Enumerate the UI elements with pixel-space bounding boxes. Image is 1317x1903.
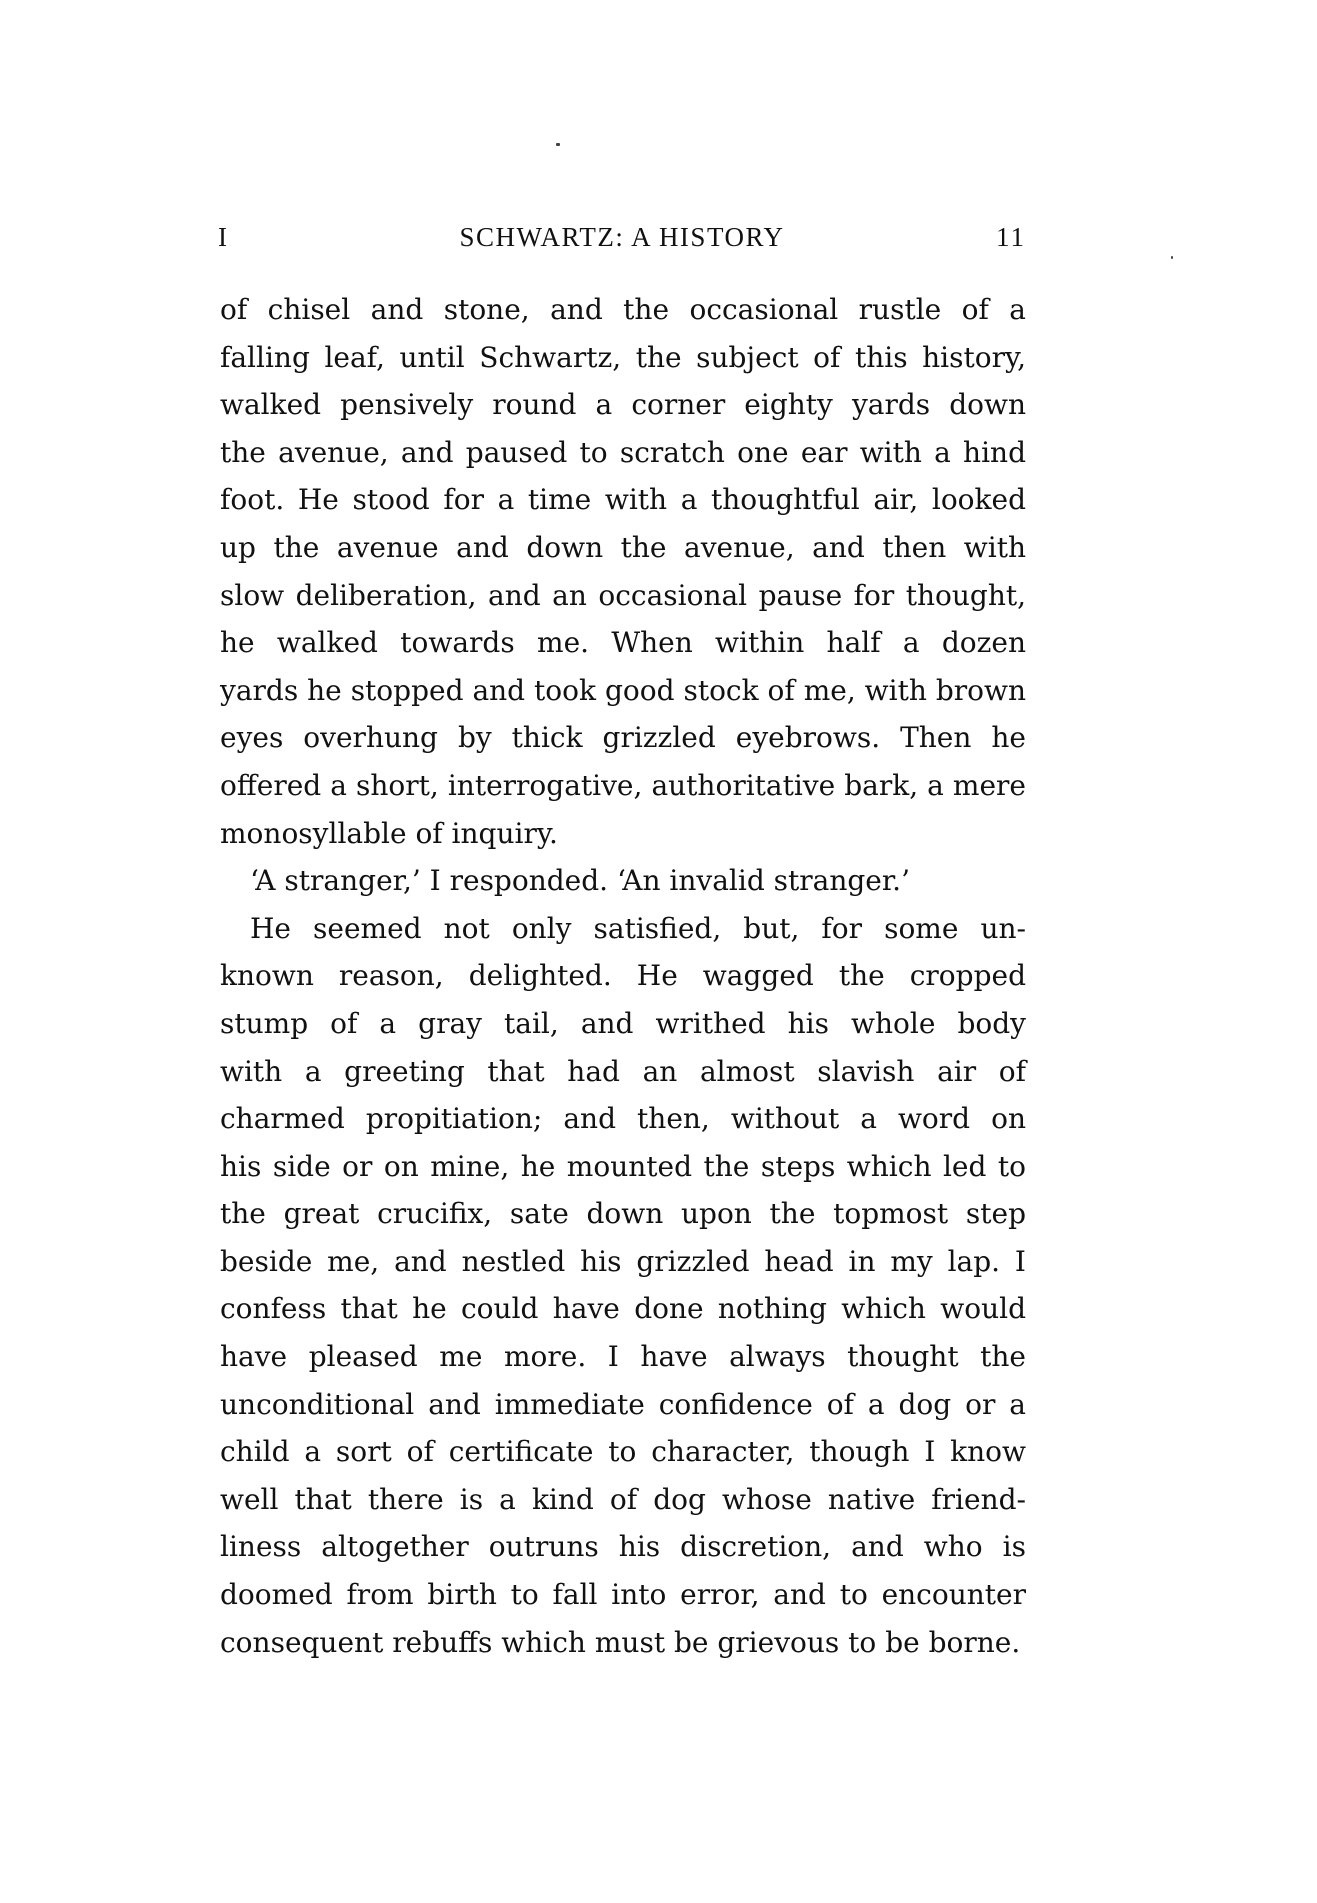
text-line: child a sort of certificate to character, though I know xyxy=(220,1435,1026,1469)
text-line: his side or on mine, he mounted the steps which led to xyxy=(220,1149,1026,1183)
text-line: charmed propitiation; and then, without a word on xyxy=(220,1102,1026,1136)
text-line: the great crucifix, sate down upon the topmost step xyxy=(220,1197,1026,1231)
text-line: falling leaf, until Schwartz, the subject of this history, xyxy=(220,340,1026,374)
text-line: eyes overhung by thick grizzled eyebrows. Then he xyxy=(220,721,1026,755)
text-line: well that there is a kind of dog whose native friend- xyxy=(220,1482,1026,1516)
text-line: doomed from birth to fall into error, and to encounter xyxy=(220,1578,1026,1612)
running-header xyxy=(218,222,1026,256)
print-speck xyxy=(1171,256,1173,259)
text-line: confess that he could have done nothing which would xyxy=(220,1292,1026,1326)
chapter-number: I xyxy=(218,222,228,252)
running-title: SCHWARTZ: A HISTORY xyxy=(459,222,785,252)
body-text xyxy=(220,286,1026,1666)
text-line: yards he stopped and took good stock of me, with brown xyxy=(220,673,1026,707)
text-line: with a greeting that had an almost slavish air of xyxy=(220,1054,1026,1088)
text-line: foot. He stood for a time with a thoughtful air, looked xyxy=(220,483,1026,517)
text-line: ‘A stranger,’ I responded. ‘An invalid stranger.’ xyxy=(250,864,910,898)
text-line: walked pensively round a corner eighty yards down xyxy=(220,388,1026,422)
text-line: consequent rebuffs which must be grievous to be borne. xyxy=(220,1625,1021,1659)
text-line: stump of a gray tail, and writhed his whole body xyxy=(220,1006,1026,1040)
text-line: slow deliberation, and an occasional pause for thought, xyxy=(220,578,1026,612)
text-line: He seemed not only satisfied, but, for some un- xyxy=(250,911,1026,945)
text-line: monosyllable of inquiry. xyxy=(220,816,558,850)
page-number: 11 xyxy=(996,222,1026,252)
text-line: up the avenue and down the avenue, and then with xyxy=(220,530,1026,564)
text-line: liness altogether outruns his discretion, and who is xyxy=(220,1530,1026,1564)
print-speck xyxy=(556,143,560,146)
text-line: he walked towards me. When within half a dozen xyxy=(220,626,1026,660)
text-line: have pleased me more. I have always thought the xyxy=(220,1340,1026,1374)
text-line: the avenue, and paused to scratch one ear with a hind xyxy=(220,435,1026,469)
text-line: known reason, delighted. He wagged the cropped xyxy=(220,959,1026,993)
text-line: offered a short, interrogative, authoritative bark, a mere xyxy=(220,768,1026,802)
text-line: unconditional and immediate confidence of a dog or a xyxy=(220,1387,1026,1421)
text-line: beside me, and nestled his grizzled head in my lap. I xyxy=(220,1244,1026,1278)
text-line: of chisel and stone, and the occasional rustle of a xyxy=(220,293,1026,326)
